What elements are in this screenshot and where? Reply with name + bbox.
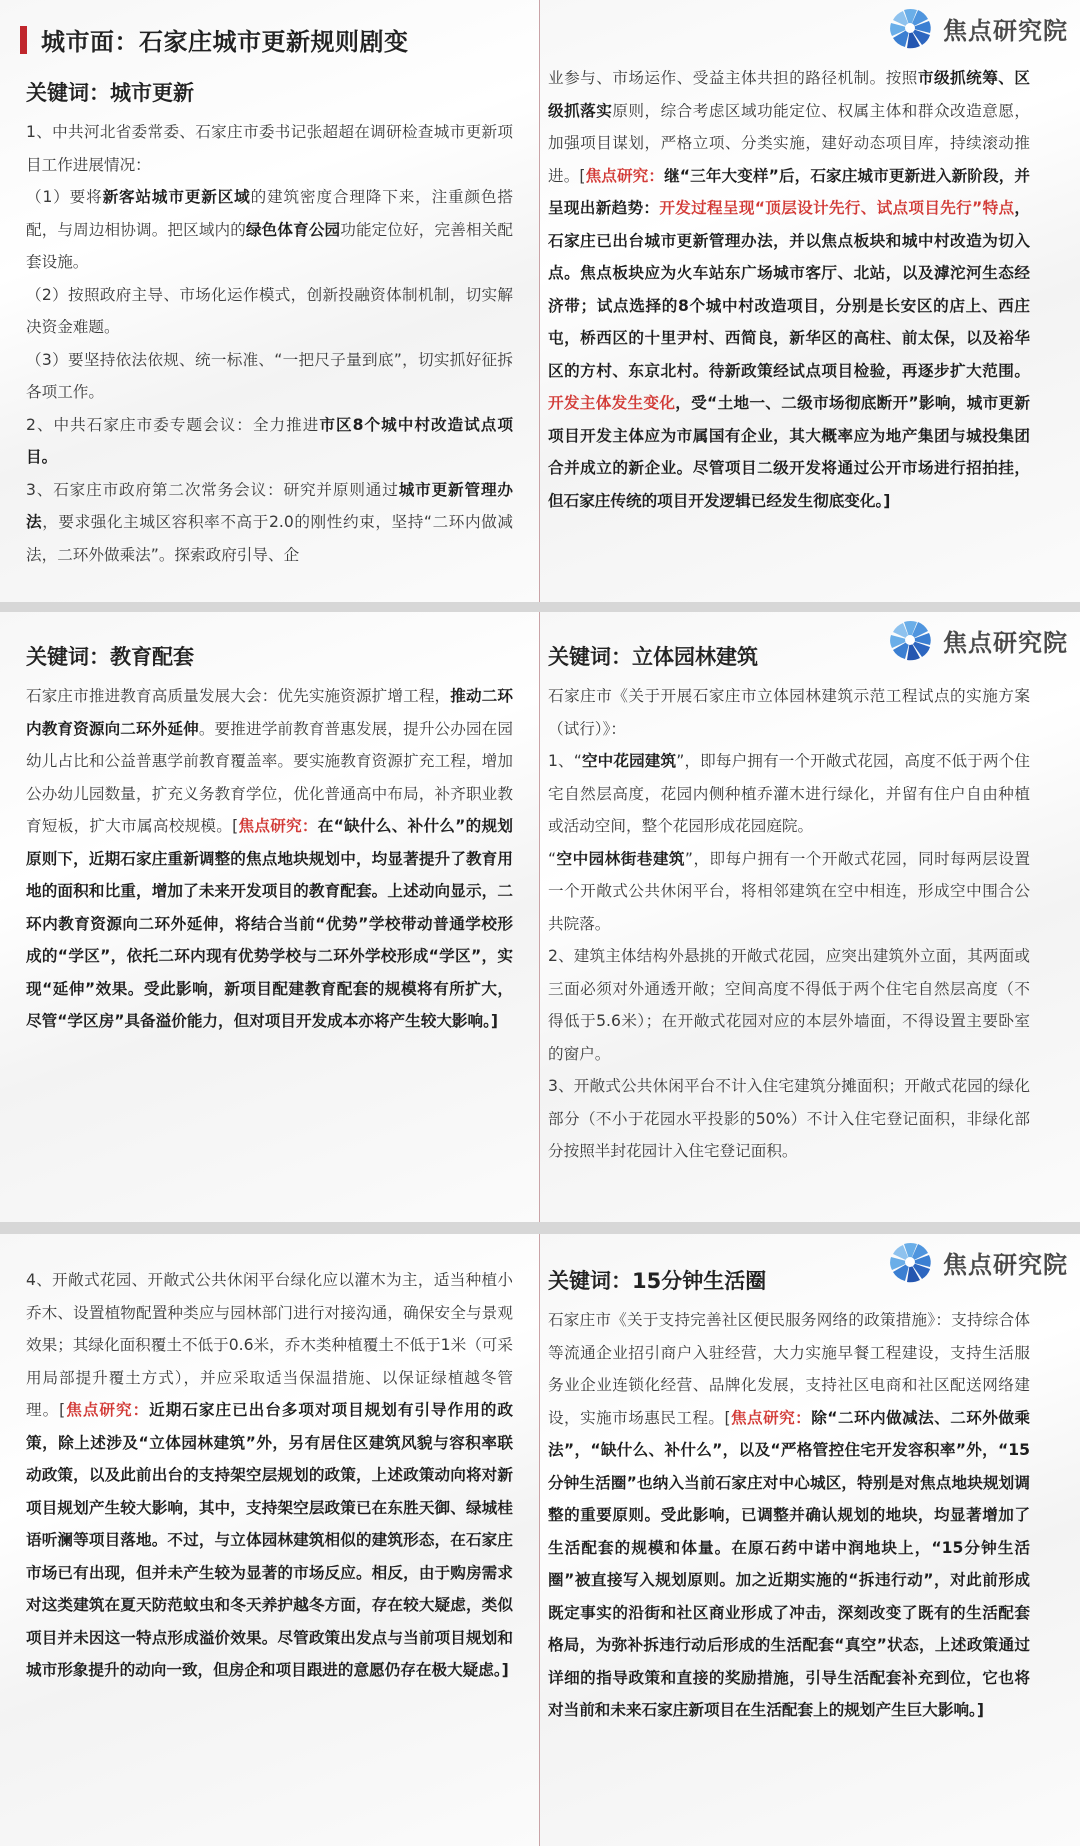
research-label: 焦点研究： (65, 1401, 150, 1419)
page-row-3 (0, 1234, 1080, 1846)
research-label: 开发主体发生变化 (548, 394, 676, 412)
body-text: 3、开敞式公共休闲平台不计入住宅建筑分摊面积；开敞式花园的绿化部分（不小于花园水平投影的50%）不计入住宅登记面积，非绿化部分按照半封花园计入住宅登记面积。 (548, 1077, 1030, 1160)
keyword-heading: 关键词：城市更新 (26, 81, 194, 105)
panel-content (548, 1266, 1030, 1727)
emphasis-text: 绿色体育公园 (245, 220, 341, 239)
body-text: 2、建筑主体结构外悬挑的开敞式花园，应突出建筑外立面，其两面或三面必须对外通透开敞；空间高度不得低于两个住宅自然层高度（不得低于5.6米）；在开敞式花园对应的本层外墙面，不得设置主要卧室的窗户。 (548, 947, 1030, 1063)
panel-vertical-garden-continued (0, 1234, 540, 1846)
section-divider (0, 1222, 1080, 1234)
emphasis-text: 市区8个城中村改造试点项目。 (26, 415, 513, 466)
body-text: 1、中共河北省委常委、石家庄市委书记张超超在调研检查城市更新项目工作进展情况： (26, 123, 513, 174)
panel-body (26, 116, 513, 571)
logo-text: 焦点研究院 (943, 628, 1068, 657)
panel-content (26, 1264, 513, 1687)
keyword-heading: 关键词：立体园林建筑 (548, 645, 758, 669)
page-row-1 (0, 0, 1080, 602)
panel-content (26, 642, 513, 1038)
body-text: 功能定位好，完善相关配套设施。 (26, 220, 513, 271)
emphasis-text: 空中花园建筑 (581, 752, 677, 770)
emphasis-text: 空中园林街巷建筑 (556, 849, 685, 868)
body-text: 3、石家庄市政府第二次常务会议：研究并原则通过 (26, 480, 399, 499)
body-text: 4、开敞式花园、开敞式公共休闲平台绿化应以灌木为主，适当种植小乔木、设置植物配置种类应与园林部门进行对接沟通，确保安全与景观效果；其绿化面积覆土不低于0.6米，乔木类种植覆土不低于1米（可采用局部提升覆土方式），并应采取适当保温措施、以保证绿植越冬管理。[ (26, 1271, 513, 1419)
body-text: 石家庄市推进教育高质量发展大会：优先实施资源扩增工程， (26, 687, 451, 705)
page-row-2 (0, 612, 1080, 1222)
panel-education (0, 612, 540, 1222)
research-label: 焦点研究： (730, 1408, 812, 1427)
panel-content (26, 78, 513, 571)
body-text: 的建筑密度合理降下来，注重颜色搭配，与周边相协调。把区域内的 (26, 188, 513, 239)
panel-body (26, 680, 513, 1038)
body-text: （3）要坚持依法依规、统一标准、“一把尺子量到底”，切实抓好征拆各项工作。 (26, 350, 513, 401)
slide-title-text: 城市面：石家庄城市更新规则剧变 (41, 28, 409, 56)
research-label: 焦点研究： (585, 166, 665, 185)
panel-body (548, 1304, 1030, 1727)
panel-urban-renewal-continued (540, 0, 1080, 602)
keyword-heading: 关键词：教育配套 (26, 645, 194, 669)
emphasis-text: 推动二环内教育资源向二环外延伸 (26, 687, 513, 738)
body-text: ”，即每户拥有一个开敞式花园，高度不低于两个住宅自然层高度，花园内侧种植乔灌木进行绿化，并留有住户自由种植或活动空间，整个花园形成花园庭院。 (548, 752, 1030, 835)
emphasis-text: 除“二环内做减法、二环外做乘法”，“缺什么、补什么”，以及“严格管控住宅开发容积率”外，“15分钟生活圈”也纳入当前石家庄对中心城区，特别是对焦点地块规划调整的重要原则。受此影响，已调整并确认规划的地块，均显著增加了生活配套的规模和体量。在原石药中诺中润地块上，“15分钟生活圈”被直接写入规划原则。加之近期实施的“拆违行动”，对此前形成既定事实的沿街和社区商业形成了冲击，深刻改变了既有的生活配套格局，为弥补拆违行动后形成的生活配套“真空”状态，上述政策通过详细的指导政策和直接的奖励措施，引导生活配套补充到位，它也将对当前和未来石家庄新项目在生活配套上的规划产生巨大影响。] (548, 1408, 1030, 1719)
emphasis-text: 市级抓统筹、区级抓落实 (548, 69, 1030, 120)
panel-urban-renewal (0, 0, 540, 602)
emphasis-text: 城市更新管理办法 (26, 480, 513, 531)
body-text: 。要推进学前教育普惠发展，提升公办园在园幼儿占比和公益普惠学前教育覆盖率。要实施教育资源扩充工程，增加公办幼儿园数量，扩充义务教育学位，优化普通高中布局，补齐职业教育短板，扩大市属高校规模。[ (26, 719, 513, 835)
panel-15-minute-life-circle (540, 1234, 1080, 1846)
body-text: （1）要将 (26, 188, 103, 206)
body-text: “ (548, 849, 557, 868)
body-text: ”，即每户拥有一个开敞式花园，同时每两层设置一个开敞式公共休闲平台，将相邻建筑在空中相连，形成空中围合公共院落。 (548, 849, 1030, 933)
panel-body (26, 1264, 513, 1687)
body-text: ，要求强化主城区容积率不高于2.0的刚性约束，坚持“二环内做减法，二环外做乘法”。探索政府引导、企 (26, 513, 513, 564)
body-text: 原则，综合考虑区域功能定位、权属主体和群众改造意愿，加强项目谋划，严格立项、分类实施，建好动态项目库，持续滚动推进。[ (548, 101, 1030, 185)
research-label: 焦点研究： (238, 817, 318, 835)
emphasis-text: 在“缺什么、补什么”的规划原则下，近期石家庄重新调整的焦点地块规划中，均显著提升了教育用地的面积和比重，增加了未来开发项目的教育配套。上述动向显示，二环内教育资源向二环外延伸，将结合当前“优势”学校带动普通学校形成的“学区”，依托二环内现有优势学校与二环外学校形成“学区”，实现“延伸”效果。受此影响，新项目配建教育配套的规模将有所扩大，尽管“学区房”具备溢价能力，但对项目开发成本亦将产生较大影响。] (26, 817, 513, 1030)
slide-title (20, 22, 409, 57)
body-text: 2、中共石家庄市委专题会议：全力推进 (26, 415, 320, 434)
title-accent-bar (20, 26, 27, 54)
emphasis-text: ，受“土地一、二级市场彻底断开”影响，城市更新项目开发主体应为市属国有企业，其大概率应为地产集团与城投集团合并成立的新企业。尽管项目二级开发将通过公开市场进行招拍挂，但石家庄传统的项目开发逻辑已经发生彻底变化。] (548, 394, 1030, 510)
emphasis-text: 新客站城市更新区域 (102, 188, 251, 206)
section-divider (0, 602, 1080, 612)
panel-vertical-garden (540, 612, 1080, 1222)
body-text: 1、“ (548, 752, 582, 770)
emphasis-text: 近期石家庄已出台多项对项目规划有引导作用的政策，除上述涉及“立体园林建筑”外，另有居住区建筑风貌与容积率联动政策，以及此前出台的支持架空层规划的政策，上述政策动向将对新项目规划产生较大影响，其中，支持架空层政策已在东胜天御、绿城桂语听澜等项目落地。不过，与立体园林建筑相似的建筑形态，在石家庄市场已有出现，但并未产生较为显著的市场反应。相反，由于购房需求对这类建筑在夏天防范蚊虫和冬天养护越冬方面，存在较大疑虑，类似项目并未因这一特点形成溢价效果。尽管政策出发点与当前项目规划和城市形象提升的动向一致，但房企和项目跟进的意愿仍存在极大疑虑。] (26, 1401, 513, 1679)
panel-content (548, 642, 1030, 1168)
body-text: 业参与、市场运作、受益主体共担的路径机制。按照 (548, 69, 918, 87)
body-text: 石家庄市《关于开展石家庄市立体园林建筑示范工程试点的实施方案（试行）》： (548, 687, 1030, 738)
panel-body (548, 62, 1030, 517)
emphasis-text: 继“三年大变样”后，石家庄城市更新进入新阶段，并呈现出新趋势： (548, 166, 1030, 217)
logo-text: 焦点研究院 (943, 1250, 1068, 1279)
emphasis-text: ，石家庄已出台城市更新管理办法，并以焦点板块和城中村改造为切入点。焦点板块应为火车站东广场城市客厅、北站，以及滹沱河生态经济带；试点选择的8个城中村改造项目，分别是长安区的店上、西庄屯，桥西区的十里尹村、西简良，新华区的高柱、前太保，以及裕华区的方村、东京北村。待新政策经试点项目检验，再逐步扩大范围。 (548, 199, 1030, 380)
brand-logo (885, 6, 1068, 50)
focus-institute-logo-icon (885, 6, 935, 50)
logo-text: 焦点研究院 (943, 16, 1068, 45)
body-text: 石家庄市《关于支持完善社区便民服务网络的政策措施》：支持综合体等流通企业招引商户入驻经营，大力实施早餐工程建设，支持生活服务业企业连锁化经营、品牌化发展，支持社区电商和社区配送网络建设，实施市场惠民工程。[ (548, 1311, 1030, 1427)
research-label: 开发过程呈现“顶层设计先行、试点项目先行”特点 (659, 199, 1015, 217)
keyword-heading: 关键词：15分钟生活圈 (548, 1269, 767, 1293)
body-text: （2）按照政府主导、市场化运作模式，创新投融资体制机制，切实解决资金难题。 (26, 285, 513, 336)
panel-content (548, 62, 1030, 517)
panel-body (548, 680, 1030, 1168)
